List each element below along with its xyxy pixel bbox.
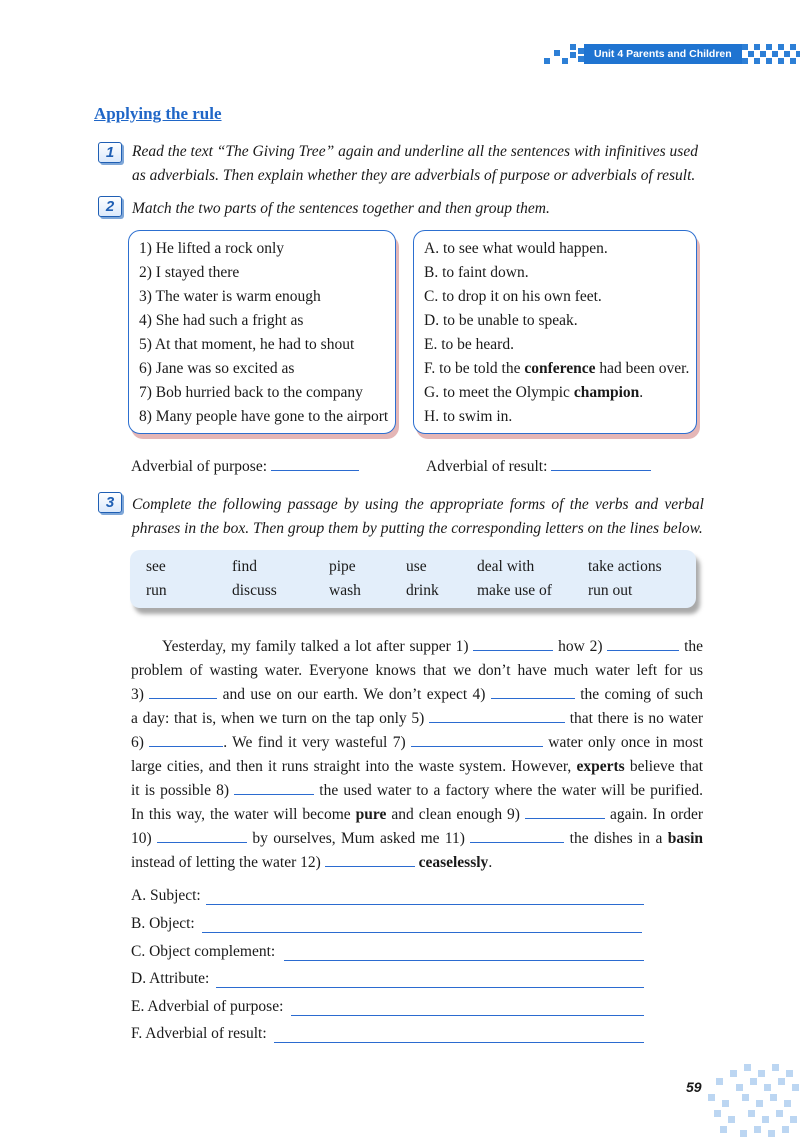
answer-line-adverbial-result[interactable] [274, 1042, 644, 1043]
match-right-item: B. to faint down. [424, 264, 529, 281]
match-left-item: 2) I stayed there [139, 264, 240, 281]
unit-header-bar: Unit 4 Parents and Children [584, 44, 742, 64]
match-right-item: A. to see what would happen. [424, 240, 608, 257]
word-item: wash [329, 582, 361, 599]
exercise-3-instruction [132, 493, 704, 541]
passage-line: Yesterday, my family talked a lot after supper 1) how 2) the [162, 638, 704, 655]
vocab-bold: experts [576, 758, 625, 775]
purpose-answer-blank[interactable] [271, 456, 359, 471]
match-left-item: 3) The water is warm enough [139, 288, 321, 305]
exercise-2-instruction: Match the two parts of the sentences together and then group them. [132, 200, 550, 217]
header-checker-decoration [742, 44, 800, 64]
match-left-item: 8) Many people have gone to the airport [139, 408, 389, 425]
word-item: see [146, 558, 166, 575]
passage-line: 10) by ourselves, Mum asked me 11) the dishes in a basin [131, 830, 704, 847]
match-right-item: G. to meet the Olympic champion. [424, 384, 644, 401]
match-right-box [413, 230, 697, 434]
blank-8[interactable] [234, 780, 314, 795]
exercise-1-instruction-line1: Read the text “The Giving Tree” again and underline all the sentences with infinitives used [132, 143, 698, 160]
answer-label-attribute: D. Attribute: [131, 970, 210, 987]
word-item: deal with [477, 558, 535, 575]
match-left-item: 7) Bob hurried back to the company [139, 384, 363, 401]
answer-label-subject: A. Subject: [131, 887, 201, 904]
exercise-2-badge: 2 [98, 196, 122, 217]
page-number: 59 [686, 1079, 702, 1095]
word-item: find [232, 558, 257, 575]
answer-line-object[interactable] [202, 932, 642, 933]
match-right-item: C. to drop it on his own feet. [424, 288, 602, 305]
exercise-1-badge: 1 [98, 142, 122, 163]
match-left-item: 1) He lifted a rock only [139, 240, 285, 257]
passage [131, 635, 703, 875]
answer-label-object-complement: C. Object complement: [131, 943, 276, 960]
vocab-bold: basin [667, 830, 704, 847]
purpose-label: Adverbial of purpose: [131, 458, 268, 475]
exercise-1-instruction [132, 140, 712, 188]
word-item: discuss [232, 582, 277, 599]
match-right-item: F. to be told the conference had been over. [424, 360, 690, 377]
blank-10[interactable] [157, 828, 247, 843]
word-item: make use of [477, 582, 552, 599]
blank-2[interactable] [607, 636, 679, 651]
exercise-3-instruction-line1: Complete the following passage by using the appropriate forms of the verbs and verbal [132, 496, 704, 513]
match-left-box [128, 230, 396, 434]
passage-line: large cities, and then it runs straight into the waste system. However, experts believe that [131, 758, 704, 775]
blank-3[interactable] [149, 684, 217, 699]
blank-4[interactable] [491, 684, 575, 699]
word-item: run [146, 582, 167, 599]
result-label: Adverbial of result: [426, 458, 548, 475]
answer-label-adverbial-result: F. Adverbial of result: [131, 1025, 267, 1042]
answer-line-subject[interactable] [206, 904, 644, 905]
result-group [426, 456, 651, 476]
word-item: run out [588, 582, 633, 599]
vocab-bold: pure [355, 806, 387, 823]
passage-line: In this way, the water will become pure and clean enough 9) again. In order [131, 806, 704, 823]
blank-9[interactable] [525, 804, 605, 819]
match-right-item: D. to be unable to speak. [424, 312, 578, 329]
passage-line: instead of letting the water 12) ceaselessly. [131, 854, 493, 871]
answer-line-object-complement[interactable] [284, 960, 644, 961]
blank-12[interactable] [325, 852, 415, 867]
match-left-item: 4) She had such a fright as [139, 312, 304, 329]
vocab-bold: ceaselessly [418, 854, 489, 871]
match-left-item: 5) At that moment, he had to shout [139, 336, 355, 353]
blank-11[interactable] [470, 828, 564, 843]
word-item: drink [406, 582, 439, 599]
answer-label-object: B. Object: [131, 915, 195, 932]
exercise-1-instruction-line2: as adverbials. Then explain whether they are adverbials of purpose or adverbials of result. [132, 167, 696, 184]
answer-line-attribute[interactable] [216, 987, 644, 988]
exercise-3-instruction-line2: phrases in the box. Then group them by putting the corresponding letters on the lines below. [132, 520, 703, 537]
passage-line: it is possible 8) the used water to a factory where the water will be purified. [131, 782, 704, 799]
footer-pixel-decoration [700, 1060, 800, 1138]
match-left-item: 6) Jane was so excited as [139, 360, 295, 377]
passage-line: 6) . We find it very wasteful 7) water only once in most [131, 734, 704, 751]
blank-1[interactable] [473, 636, 553, 651]
blank-5[interactable] [429, 708, 565, 723]
passage-line: 3) and use on our earth. We don’t expect 4) the coming of such [131, 686, 704, 703]
exercise-3-badge: 3 [98, 492, 122, 513]
answer-label-adverbial-purpose: E. Adverbial of purpose: [131, 998, 284, 1015]
answer-line-adverbial-purpose[interactable] [291, 1015, 644, 1016]
blank-6[interactable] [149, 732, 223, 747]
match-right-item: E. to be heard. [424, 336, 514, 353]
blank-7[interactable] [411, 732, 543, 747]
word-item: use [406, 558, 427, 575]
match-right-item: H. to swim in. [424, 408, 513, 425]
word-item: take actions [588, 558, 662, 575]
result-answer-blank[interactable] [551, 456, 651, 471]
purpose-group [131, 456, 359, 476]
passage-line: problem of wasting water. Everyone knows that we don’t have much water left for us [131, 662, 703, 679]
section-title: Applying the rule [94, 104, 222, 123]
word-box [130, 550, 696, 608]
word-item: pipe [329, 558, 356, 575]
vocab-bold: champion [573, 384, 640, 401]
passage-line: a day: that is, when we turn on the tap only 5) that there is no water [131, 710, 704, 727]
vocab-bold: conference [524, 360, 596, 377]
